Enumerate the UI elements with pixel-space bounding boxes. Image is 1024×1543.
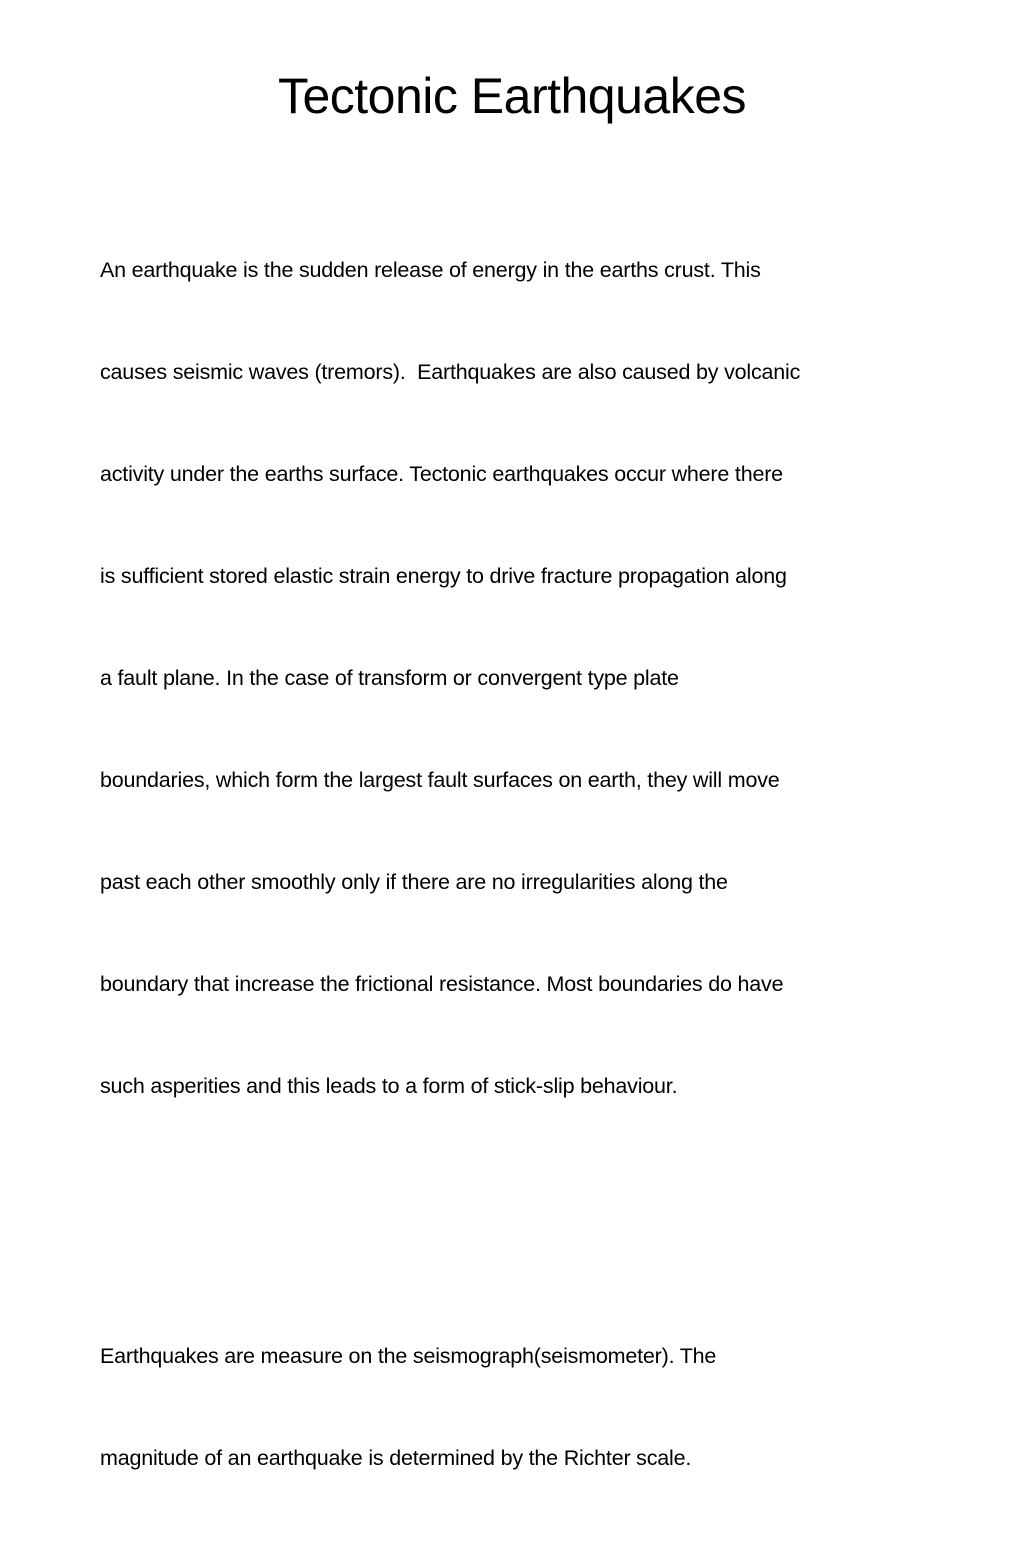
paragraph-earthquake-definition (100, 185, 980, 1171)
text-line: boundaries, which form the largest fault surfaces on earth, they will move (100, 768, 780, 792)
text-line: a fault plane. In the case of transform or convergent type plate (100, 666, 679, 690)
text-line: past each other smoothly only if there are no irregularities along the (100, 870, 728, 894)
text-line: causes seismic waves (tremors). Earthquakes are also caused by volcanic (100, 360, 801, 384)
text-line: such asperities and this leads to a form of stick-slip behaviour. (100, 1074, 678, 1098)
slide-title: Tectonic Earthquakes (277, 68, 747, 124)
text-line: An earthquake is the sudden release of energy in the earths crust. This (100, 258, 761, 282)
text-line: is sufficient stored elastic strain energy to drive fracture propagation along (100, 564, 787, 588)
text-line: magnitude of an earthquake is determined by the Richter scale. (100, 1446, 692, 1470)
slide-body (100, 185, 980, 1543)
text-line: Earthquakes are measure on the seismograph(seismometer). The (100, 1344, 717, 1368)
text-line: boundary that increase the frictional resistance. Most boundaries do have (100, 972, 784, 996)
text-line: activity under the earths surface. Tectonic earthquakes occur where there (100, 462, 783, 486)
paragraph-measurement (100, 1271, 980, 1543)
